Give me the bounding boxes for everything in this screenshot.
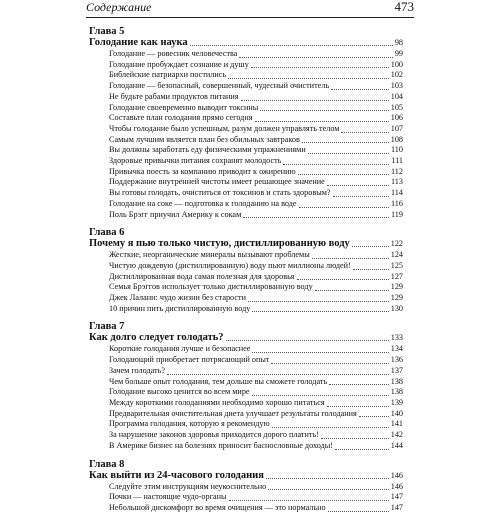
toc-entry[interactable] (89, 210, 403, 221)
table-of-contents (89, 26, 403, 521)
entry-title: Чтобы голодание было успешным, разум должен управлять телом (109, 123, 340, 133)
dot-leader (241, 100, 389, 101)
entry-page-number: 137 (390, 365, 403, 375)
chapter-title-row[interactable] (89, 37, 403, 48)
dot-leader (341, 132, 388, 133)
dot-leader (260, 110, 389, 111)
entry-title: Голодание — ровесник человечества (109, 49, 238, 58)
entry-title: Почки — настоящие чудо-органы (109, 492, 227, 502)
entry-page-number: 144 (390, 440, 403, 450)
chapter-page-number: 146 (390, 470, 403, 480)
chapter-title-row[interactable] (89, 332, 403, 343)
entry-title: Зачем голодать? (109, 365, 166, 375)
entry-title: В Америке бизнес на болезнях приносит баснословные доходы! (109, 440, 334, 450)
dot-leader (243, 217, 389, 218)
running-title: Содержание (86, 0, 152, 14)
chapter-title: Как выйти из 24-часового голодания (89, 469, 264, 481)
entry-title: Семья Брэггов использует только дистиллированную воду (109, 282, 313, 292)
entry-page-number: 103 (390, 81, 403, 91)
dot-leader (266, 478, 389, 479)
entry-title: Голодание высоко ценится во всем мире (109, 387, 250, 397)
toc-chapter (89, 321, 403, 451)
entry-page-number: 114 (391, 188, 403, 198)
chapter-title: Почему я пью только чистую, дистиллированную воду (89, 238, 350, 250)
entry-title: За нарушение законов здоровья приходится дорого платить! (109, 430, 319, 440)
toc-entry[interactable] (89, 503, 403, 514)
entry-page-number: 99 (394, 49, 403, 58)
toc-entry[interactable] (89, 293, 403, 304)
entry-title: Вы готовы голодать, очиститься от токсинов и стать здоровым? (109, 188, 331, 198)
entry-page-number: 116 (391, 198, 403, 208)
dot-leader (226, 340, 389, 341)
entry-page-number: 147 (390, 492, 403, 502)
entry-page-number: 113 (391, 177, 403, 187)
chapter-title: Как долго следует голодать? (89, 332, 224, 344)
toc-entry[interactable] (89, 113, 403, 124)
dot-leader (229, 500, 389, 501)
entry-title: Поддержание внутренней чистоты имеет решающее значение (109, 177, 325, 187)
toc-entry[interactable] (89, 81, 403, 92)
entry-page-number: 105 (390, 102, 403, 112)
dot-leader (272, 427, 389, 428)
dot-leader (190, 45, 393, 46)
toc-chapter (89, 26, 403, 220)
toc-entry[interactable] (89, 177, 403, 188)
entry-page-number: 141 (390, 419, 403, 429)
toc-entry[interactable] (89, 124, 403, 135)
entry-page-number: 130 (390, 303, 403, 313)
entry-page-number: 106 (390, 113, 403, 123)
entry-page-number: 129 (390, 293, 403, 303)
dot-leader (353, 269, 389, 270)
chapter-label: Глава 7 (89, 321, 125, 333)
toc-entry[interactable] (89, 167, 403, 178)
entry-page-number: 147 (390, 502, 403, 512)
entry-page-number: 102 (390, 70, 403, 80)
dot-leader (335, 449, 389, 450)
entry-page-number: 100 (390, 59, 403, 69)
entry-title: Вы должны заработать еду физическими упражнениями (109, 145, 306, 155)
entry-title: Между короткими голоданиями необходимо хорошо питаться (109, 397, 325, 407)
dot-leader (283, 164, 389, 165)
toc-entry[interactable] (89, 282, 403, 293)
dot-leader (308, 153, 389, 154)
toc-entry[interactable] (89, 250, 403, 261)
toc-entry[interactable] (89, 145, 403, 156)
toc-entry[interactable] (89, 49, 403, 60)
entry-page-number: 139 (390, 397, 403, 407)
page-number: 473 (394, 0, 414, 14)
dot-leader (239, 57, 392, 58)
entry-title: Библейские патриархи постились (109, 70, 227, 80)
dot-leader (312, 258, 389, 259)
toc-entry[interactable] (89, 398, 403, 409)
entry-title: Чем больше опыт голодания, тем дольше вы сможете голодать (109, 376, 328, 386)
dot-leader (228, 78, 389, 79)
entry-page-number: 107 (390, 123, 403, 133)
toc-entry[interactable] (89, 188, 403, 199)
chapter-page-number: 98 (394, 38, 403, 47)
entry-page-number: 112 (391, 166, 403, 176)
toc-entry[interactable] (89, 430, 403, 441)
entry-title: Самым лучшим является план без обильных завтраков (109, 134, 300, 144)
toc-entry[interactable] (89, 492, 403, 503)
entry-title: Следуйте этим инструкциям неукоснительно (109, 481, 267, 491)
dot-leader (167, 374, 389, 375)
entry-page-number: 140 (390, 408, 403, 418)
dot-leader (331, 89, 389, 90)
entry-title: 10 причин пить дистиллированную воду (109, 303, 251, 313)
toc-entry[interactable] (89, 304, 403, 315)
toc-entry[interactable] (89, 70, 403, 81)
dot-leader (271, 363, 388, 364)
toc-entry[interactable] (89, 261, 403, 272)
toc-entry[interactable] (89, 366, 403, 377)
dot-leader (359, 416, 389, 417)
toc-entry[interactable] (89, 272, 403, 283)
toc-entry[interactable] (89, 156, 403, 167)
chapter-label: Глава 6 (89, 227, 125, 239)
entry-title: Составьте план голодания прямо сегодня (109, 113, 253, 123)
toc-entry[interactable] (89, 135, 403, 146)
entry-page-number: 142 (390, 430, 403, 440)
entry-page-number: 119 (391, 209, 403, 219)
entry-title: Небольшой дискомфорт во время очищения — это нормально (109, 502, 326, 512)
toc-entry[interactable] (89, 103, 403, 114)
dot-leader (302, 142, 389, 143)
entry-title: Короткие голодания лучше и безопаснее (109, 344, 251, 354)
dot-leader (315, 290, 389, 291)
dot-leader (268, 489, 388, 490)
chapter-title: Голодание как наука (89, 37, 188, 48)
chapter-page-number: 133 (390, 333, 403, 343)
toc-entry[interactable] (89, 441, 403, 452)
toc-chapter (89, 227, 403, 314)
running-header (86, 1, 414, 18)
dot-leader (299, 207, 389, 208)
chapter-label: Глава 5 (89, 26, 125, 37)
entry-title: Предварительная очистительная диета улучшает результаты голодания (109, 408, 357, 418)
entry-title: Привычка поесть за компанию приводит к ожирению (109, 166, 296, 176)
dot-leader (328, 511, 389, 512)
dot-leader (333, 196, 389, 197)
entry-page-number: 110 (391, 145, 403, 155)
chapter-label: Глава 8 (89, 458, 125, 470)
toc-entry[interactable] (89, 387, 403, 398)
dot-leader (251, 67, 389, 68)
entry-page-number: 134 (390, 344, 403, 354)
entry-title: Голодание своевременно выводит токсины (109, 102, 259, 112)
entry-title: Не будьте рабами продуктов питания (109, 91, 239, 101)
dot-leader (321, 438, 389, 439)
toc-entry[interactable] (89, 409, 403, 420)
dot-leader (298, 174, 389, 175)
entry-title: Голодающий приобретает потрясающий опыт (109, 355, 270, 365)
entry-page-number: 127 (390, 271, 403, 281)
entry-title: Голодание на соке — подготовка к голоданию на воде (109, 198, 297, 208)
toc-entry[interactable] (89, 355, 403, 366)
dot-leader (352, 246, 389, 247)
entry-title: Голодание — безопасный, совершенный, чудесный очиститель (109, 81, 330, 91)
dot-leader (252, 311, 388, 312)
entry-title: Джек Лаланн: чудо жизни без старости (109, 293, 246, 303)
entry-page-number: 136 (390, 355, 403, 365)
dot-leader (248, 301, 389, 302)
dot-leader (252, 352, 388, 353)
toc-entry[interactable] (89, 199, 403, 210)
entry-page-number: 138 (390, 387, 403, 397)
dot-leader (327, 185, 389, 186)
dot-leader (252, 395, 389, 396)
entry-page-number: 125 (390, 260, 403, 270)
dot-leader (297, 279, 389, 280)
entry-title: Поль Брэгг приучил Америку к сокам (109, 209, 242, 219)
chapter-title-row[interactable] (89, 238, 403, 249)
toc-chapter (89, 459, 403, 514)
dot-leader (329, 384, 389, 385)
entry-title: Дистиллированная вода самая полезная для здоровья (109, 271, 295, 281)
entry-title: Здоровые привычки питания сохранят молодость (109, 156, 282, 166)
toc-entry[interactable] (89, 344, 403, 355)
entry-page-number: 129 (390, 282, 403, 292)
entry-title: Чистую дождевую (дистиллированную) воду пьют миллионы людей! (109, 260, 351, 270)
entry-title: Программа голодания, которую я рекомендую (109, 419, 270, 429)
toc-entry[interactable] (89, 482, 403, 493)
entry-page-number: 124 (390, 250, 403, 260)
entry-page-number: 104 (390, 91, 403, 101)
entry-title: Жесткие, неорганические минералы вызывают проблемы (109, 250, 310, 260)
toc-entry[interactable] (89, 60, 403, 71)
toc-entry[interactable] (89, 419, 403, 430)
dot-leader (327, 406, 389, 407)
chapter-title-row[interactable] (89, 470, 403, 481)
entry-page-number: 138 (390, 376, 403, 386)
dot-leader (255, 121, 389, 122)
entry-title: Голодание пробуждает сознание и душу (109, 59, 249, 69)
toc-entry[interactable] (89, 377, 403, 388)
chapter-page-number: 122 (390, 239, 403, 249)
entry-page-number: 146 (390, 481, 403, 491)
entry-page-number: 111 (391, 156, 403, 166)
entry-page-number: 108 (390, 134, 403, 144)
toc-entry[interactable] (89, 92, 403, 103)
